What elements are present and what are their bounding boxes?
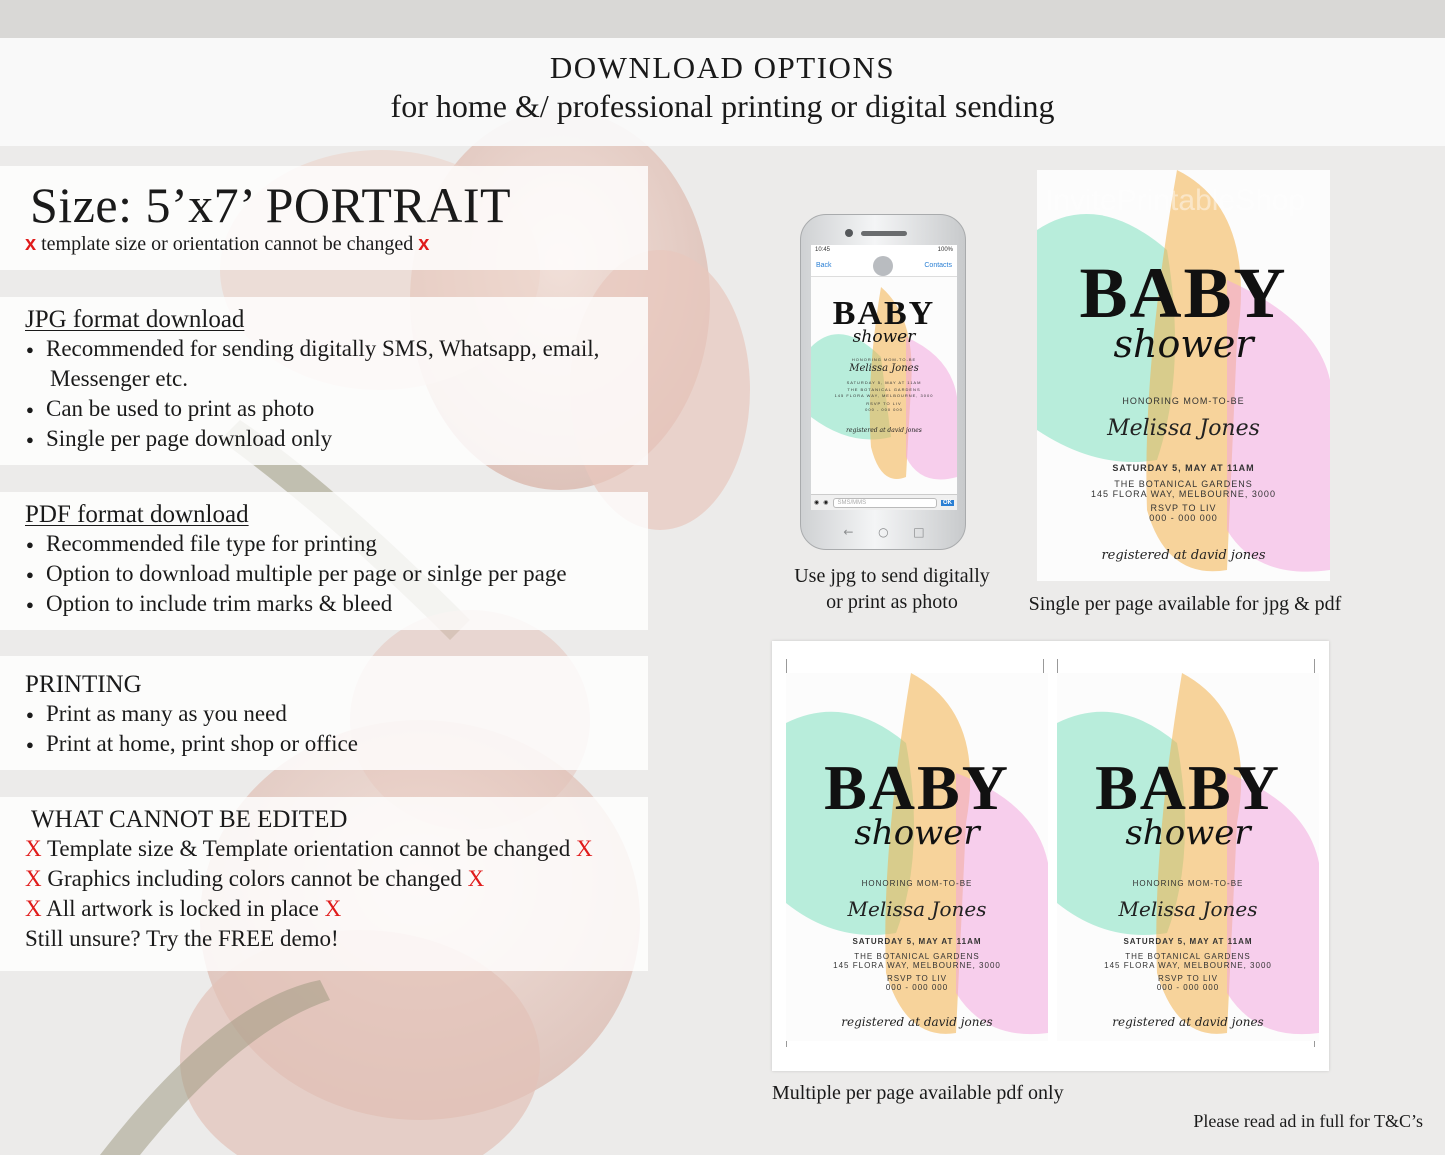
edit-item — [0, 834, 648, 864]
registry-text: registered at david jones — [1101, 548, 1266, 563]
printing-panel — [0, 656, 648, 770]
home-icon: ○ — [878, 525, 889, 539]
jpg-title: JPG format download — [25, 306, 245, 333]
size-title: Size: 5’x7’ PORTRAIT — [30, 177, 512, 233]
edit-footer: Still unsure? Try the FREE demo! — [25, 926, 339, 951]
venue-text: THE BOTANICAL GARDENS — [1125, 952, 1251, 961]
multi-sheet — [772, 641, 1329, 1071]
venue-text: THE BOTANICAL GARDENS — [1114, 479, 1253, 489]
single-invite-card — [1037, 170, 1330, 581]
back-icon: ← — [843, 525, 854, 539]
edit-panel — [0, 797, 648, 971]
trim-mark — [1314, 659, 1315, 673]
camera-icon — [845, 229, 853, 237]
honoring-text: HONORING MOM-TO-BE — [1122, 396, 1245, 406]
message-nav — [811, 255, 957, 277]
x-mark-icon: x — [25, 233, 37, 255]
back-link: Back — [816, 262, 832, 269]
edit-item-text: All artwork is locked in place — [46, 896, 319, 921]
header-title: DOWNLOAD OPTIONS — [549, 50, 896, 85]
registry-text: registered at david jones — [1112, 1015, 1264, 1029]
phone-caption-line: or print as photo — [826, 591, 958, 613]
message-input: SMS/MMS — [833, 498, 938, 508]
shower-heading: shower — [854, 813, 980, 853]
edit-item-text: Template size & Template orientation cannot be changed — [46, 836, 571, 861]
shower-heading: shower — [852, 327, 916, 347]
header-subtitle: for home &/ professional printing or digital sending — [390, 88, 1055, 124]
rsvp-phone: 000 - 000 000 — [1149, 513, 1218, 523]
list-item: ● Print at home, print shop or office — [0, 729, 648, 759]
registry-text: registered at david jones — [841, 1015, 993, 1029]
address-text: 145 FLORA WAY, MELBOURNE, 3000 — [1091, 489, 1276, 499]
phone-buttons — [801, 525, 967, 539]
single-caption: Single per page available for jpg & pdf — [1028, 593, 1342, 615]
baby-heading: BABY — [824, 752, 1010, 823]
shower-heading: shower — [1125, 813, 1251, 853]
multi-invite-card — [786, 673, 1048, 1041]
venue-text: THE BOTANICAL GARDENS — [854, 952, 980, 961]
contact-avatar-icon — [873, 256, 893, 276]
list-item: ● Can be used to print as photo — [0, 394, 648, 424]
status-bar — [811, 245, 957, 255]
phone-caption-line: Use jpg to send digitally — [794, 565, 990, 587]
terms-note: Please read ad in full for T&C’s — [1193, 1111, 1423, 1131]
guest-name: Melissa Jones — [849, 363, 919, 374]
send-button: OK — [943, 499, 952, 506]
address-text: 145 FLORA WAY, MELBOURNE, 3000 — [833, 961, 1001, 970]
rsvp-text: RSVP TO LIV — [866, 401, 902, 406]
phone-screen — [811, 245, 957, 510]
shower-heading: shower — [1113, 322, 1254, 366]
address-text: 145 FLORA WAY, MELBOURNE, 3000 — [834, 393, 934, 398]
phone-caption — [782, 563, 1002, 615]
edit-item-text: Graphics including colors cannot be changed — [47, 866, 462, 891]
trim-mark — [786, 659, 787, 673]
honoring-text: HONORING MOM-TO-BE — [851, 357, 917, 362]
list-item: ● Single per page download only — [0, 424, 648, 454]
watermark-text: InvitePrintableShop — [1045, 184, 1306, 217]
list-item: ● Option to download multiple per page or sinlge per page — [0, 559, 648, 589]
address-text: 145 FLORA WAY, MELBOURNE, 3000 — [1104, 961, 1272, 970]
apps-icon: ◉ — [823, 500, 829, 506]
rsvp-text: RSVP TO LIV — [1150, 503, 1217, 513]
edit-item — [0, 864, 648, 894]
trim-mark — [1043, 659, 1044, 673]
venue-text: THE BOTANICAL GARDENS — [847, 387, 921, 392]
guest-name: Melissa Jones — [1118, 897, 1258, 921]
rsvp-phone: 000 - 000 000 — [865, 407, 903, 412]
phone-mockup — [800, 214, 966, 550]
list-item: ● Option to include trim marks & bleed — [0, 589, 648, 619]
phone-invite-card — [811, 277, 957, 494]
pdf-title: PDF format download — [25, 501, 249, 528]
x-mark-icon: X — [575, 836, 593, 861]
x-mark-icon: x — [418, 233, 430, 255]
size-panel — [0, 166, 648, 270]
rsvp-phone: 000 - 000 000 — [1156, 983, 1220, 992]
size-note: template size or orientation cannot be changed — [41, 233, 414, 255]
rsvp-text: RSVP TO LIV — [887, 974, 947, 983]
baby-heading: BABY — [1095, 752, 1281, 823]
header — [0, 38, 1445, 146]
menu-icon: □ — [913, 525, 925, 539]
rsvp-text: RSVP TO LIV — [1158, 974, 1218, 983]
baby-heading: BABY — [1079, 253, 1288, 333]
date-text: SATURDAY 5, MAY AT 11AM — [846, 380, 922, 385]
jpg-panel — [0, 297, 648, 465]
list-item: ● Recommended file type for printing — [0, 529, 648, 559]
list-item: ● Recommended for sending digitally SMS, Whatsapp, email, — [0, 334, 648, 364]
trim-mark — [1057, 659, 1058, 673]
x-mark-icon: X — [25, 836, 42, 861]
pdf-panel — [0, 492, 648, 630]
camera-icon: ◉ — [814, 500, 820, 506]
date-text: SATURDAY 5, MAY AT 11AM — [1123, 937, 1253, 946]
size-note-line — [25, 233, 429, 256]
honoring-text: HONORING MOM-TO-BE — [1132, 879, 1244, 888]
message-input-bar — [811, 494, 957, 510]
status-battery: 100% — [937, 247, 953, 253]
rsvp-phone: 000 - 000 000 — [885, 983, 949, 992]
registry-text: registered at david jones — [846, 427, 922, 434]
speaker-grille — [861, 231, 907, 236]
date-text: SATURDAY 5, MAY AT 11AM — [852, 937, 982, 946]
contacts-link: Contacts — [924, 262, 952, 269]
printing-title: PRINTING — [25, 671, 142, 698]
status-time: 10:45 — [815, 247, 831, 253]
baby-heading: BABY — [832, 295, 936, 332]
multiple-caption: Multiple per page available pdf only — [772, 1082, 1064, 1104]
list-item: ● Print as many as you need — [0, 699, 648, 729]
x-mark-icon: X — [25, 866, 42, 891]
guest-name: Melissa Jones — [1107, 416, 1260, 441]
list-item-continued: Messenger etc. — [50, 366, 188, 391]
top-band — [0, 0, 1445, 38]
honoring-text: HONORING MOM-TO-BE — [861, 879, 973, 888]
edit-item — [0, 894, 648, 924]
x-mark-icon: X — [467, 866, 485, 891]
date-text: SATURDAY 5, MAY AT 11AM — [1112, 463, 1255, 473]
guest-name: Melissa Jones — [847, 897, 987, 921]
multi-invite-card — [1057, 673, 1319, 1041]
edit-title: WHAT CANNOT BE EDITED — [31, 806, 348, 833]
x-mark-icon: X — [25, 896, 42, 921]
x-mark-icon: X — [324, 896, 342, 921]
